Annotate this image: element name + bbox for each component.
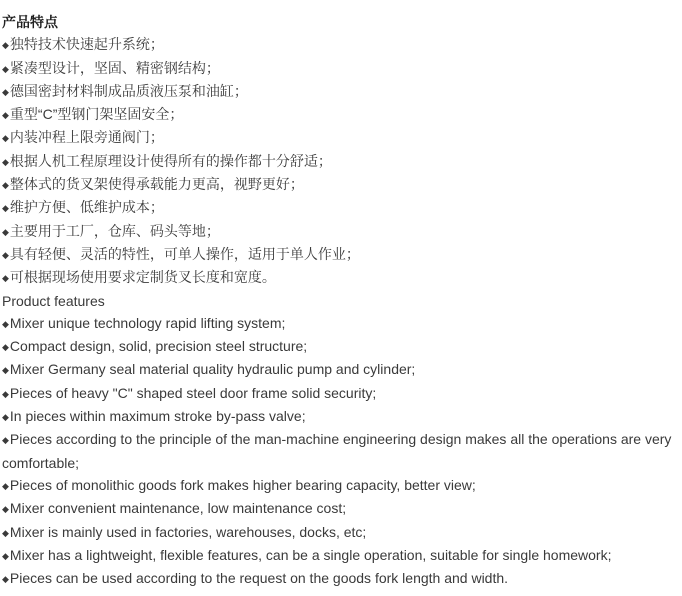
feature-text: Mixer Germany seal material quality hydraulic pump and cylinder; bbox=[9, 361, 416, 378]
feature-item-zh bbox=[2, 57, 674, 80]
feature-text: Mixer convenient maintenance, low maintenance cost; bbox=[9, 500, 347, 517]
feature-item-zh bbox=[2, 33, 674, 56]
feature-item-zh bbox=[2, 150, 674, 173]
diamond-bullet-icon: ◆ bbox=[2, 86, 9, 97]
diamond-bullet-icon: ◆ bbox=[2, 226, 9, 237]
diamond-bullet-icon: ◆ bbox=[2, 110, 9, 121]
diamond-bullet-icon: ◆ bbox=[2, 249, 9, 260]
feature-text: Mixer unique technology rapid lifting system; bbox=[9, 314, 286, 331]
diamond-bullet-icon: ◆ bbox=[2, 527, 9, 538]
feature-item-en bbox=[2, 497, 674, 520]
feature-item-en bbox=[2, 405, 674, 428]
diamond-bullet-icon: ◆ bbox=[2, 40, 9, 51]
diamond-bullet-icon: ◆ bbox=[2, 180, 9, 191]
chinese-section-heading: 产品特点 bbox=[2, 14, 58, 30]
feature-item-en bbox=[2, 358, 674, 381]
feature-item-en bbox=[2, 544, 674, 567]
feature-text: 内装冲程上限旁通阀门； bbox=[9, 129, 164, 146]
feature-item-en bbox=[2, 335, 674, 358]
diamond-bullet-icon: ◆ bbox=[2, 203, 9, 214]
diamond-bullet-icon: ◆ bbox=[2, 550, 9, 561]
feature-text: 根据人机工程原理设计使得所有的操作都十分舒适； bbox=[9, 152, 332, 169]
feature-text: 主要用于工厂，仓库、码头等地； bbox=[9, 222, 220, 239]
feature-item-en bbox=[2, 521, 674, 544]
feature-text: 德国密封材料制成品质液压泵和油缸； bbox=[9, 82, 248, 99]
diamond-bullet-icon: ◆ bbox=[2, 480, 9, 491]
feature-item-zh bbox=[2, 243, 674, 266]
feature-item-zh bbox=[2, 196, 674, 219]
diamond-bullet-icon: ◆ bbox=[2, 574, 9, 585]
feature-text: 整体式的货叉架使得承载能力更高，视野更好； bbox=[9, 176, 304, 193]
diamond-bullet-icon: ◆ bbox=[2, 504, 9, 515]
feature-text: 可根据现场使用要求定制货叉长度和宽度。 bbox=[9, 269, 276, 286]
feature-item-zh bbox=[2, 266, 674, 289]
feature-item-en bbox=[2, 382, 674, 405]
feature-text: Pieces of heavy "C" shaped steel door frame solid security; bbox=[9, 384, 377, 401]
feature-item-zh bbox=[2, 103, 674, 126]
feature-text: Mixer has a lightweight, flexible features, can be a single operation, suitable for single homework; bbox=[9, 546, 612, 563]
diamond-bullet-icon: ◆ bbox=[2, 388, 9, 399]
feature-text: Compact design, solid, precision steel structure; bbox=[9, 338, 308, 355]
diamond-bullet-icon: ◆ bbox=[2, 412, 9, 423]
feature-item-en bbox=[2, 428, 674, 474]
feature-text: In pieces within maximum stroke by-pass valve; bbox=[9, 408, 306, 425]
feature-item-en bbox=[2, 567, 674, 590]
feature-item-en bbox=[2, 312, 674, 335]
diamond-bullet-icon: ◆ bbox=[2, 365, 9, 376]
feature-item-zh bbox=[2, 126, 674, 149]
feature-text: Mixer is mainly used in factories, warehouses, docks, etc; bbox=[9, 523, 367, 540]
feature-item-en bbox=[2, 474, 674, 497]
feature-text: 具有轻便、灵活的特性，可单人操作，适用于单人作业； bbox=[9, 245, 360, 262]
feature-text: Pieces according to the principle of the man-machine engineering design makes all the operations are very comfortable; bbox=[2, 431, 672, 471]
feature-text: 紧凑型设计，坚固、精密钢结构； bbox=[9, 59, 220, 76]
diamond-bullet-icon: ◆ bbox=[2, 318, 9, 329]
diamond-bullet-icon: ◆ bbox=[2, 342, 9, 353]
feature-text: Pieces can be used according to the request on the goods fork length and width. bbox=[9, 570, 509, 587]
diamond-bullet-icon: ◆ bbox=[2, 435, 9, 446]
feature-text: 维护方便、低维护成本； bbox=[9, 199, 164, 216]
english-section-heading: Product features bbox=[2, 292, 105, 309]
diamond-bullet-icon: ◆ bbox=[2, 63, 9, 74]
feature-item-zh bbox=[2, 80, 674, 103]
feature-item-zh bbox=[2, 220, 674, 243]
diamond-bullet-icon: ◆ bbox=[2, 133, 9, 144]
feature-text: Pieces of monolithic goods fork makes higher bearing capacity, better view; bbox=[9, 476, 476, 493]
feature-item-zh bbox=[2, 173, 674, 196]
feature-text: 重型“C”型钢门架坚固安全； bbox=[9, 106, 184, 123]
diamond-bullet-icon: ◆ bbox=[2, 156, 9, 167]
diamond-bullet-icon: ◆ bbox=[2, 273, 9, 284]
feature-text: 独特技术快速起升系统； bbox=[9, 36, 164, 53]
